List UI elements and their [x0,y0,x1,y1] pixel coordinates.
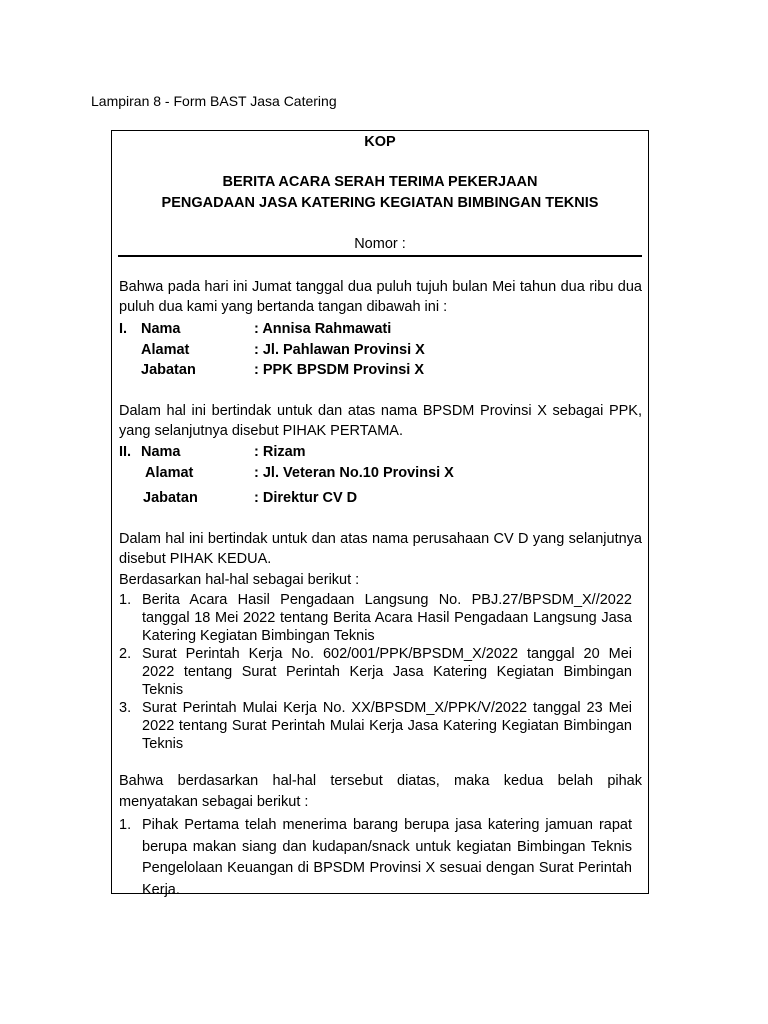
party1-position-value: : PPK BPSDM Provinsi X [254,362,425,378]
party2-address-value: : Jl. Veteran No.10 Provinsi X [254,465,454,481]
party1-name-row [119,320,642,338]
party1-name-label: Nama [141,321,181,337]
list-item-number: 1. [119,817,132,833]
party1-address-row [119,341,642,359]
party2-name-value: : Rizam [254,444,306,460]
party2-name-label: Nama [141,444,181,460]
list-item-text: Berita Acara Hasil Pengadaan Langsung No. PBJ.27/BPSDM_X//2022 tanggal 18 Mei 2022 tentang Berita Acara Hasil Pengadaan Langsung Jasa Katering Kegiatan Bimbingan Teknis [142,592,632,644]
list-item-number: 3. [119,700,132,716]
title-divider [118,255,642,257]
attachment-label: Lampiran 8 - Form BAST Jasa Catering [91,93,337,109]
party2-address-row [119,464,642,482]
party1-position-label: Jabatan [141,362,196,378]
party1-statement: Dalam hal ini bertindak untuk dan atas nama BPSDM Provinsi X sebagai PPK, yang selanjutnya disebut PIHAK PERTAMA. [119,403,642,439]
party1-address-label: Alamat [141,342,190,358]
conclusion-paragraph: Bahwa berdasarkan hal-hal tersebut diatas, maka kedua belah pihak menyatakan sebagai berikut : [119,773,642,810]
letterhead-placeholder: KOP [364,134,396,150]
basis-heading: Berdasarkan hal-hal sebagai berikut : [119,572,360,588]
list-item-number: 1. [119,592,132,608]
party2-name-row [119,443,642,461]
list-item-text: Surat Perintah Mulai Kerja No. XX/BPSDM_X/PPK/V/2022 tanggal 23 Mei 2022 tentang Surat Perintah Mulai Kerja Jasa Katering Kegiatan Bimbingan Teknis [142,700,632,752]
party2-statement: Dalam hal ini bertindak untuk dan atas nama perusahaan CV D yang selanjutnya disebut PIHAK KEDUA. [119,531,642,567]
party1-name-value: : Annisa Rahmawati [254,321,392,337]
document-frame [111,130,649,898]
list-item-number: 2. [119,646,132,662]
party1-position-row [119,361,642,379]
party2-number: II. [119,444,132,460]
document-title-line-1: BERITA ACARA SERAH TERIMA PEKERJAAN [222,174,538,190]
document-title-line-2: PENGADAAN JASA KATERING KEGIATAN BIMBINGAN TEKNIS [161,195,599,211]
party2-address-label: Alamat [145,465,194,481]
intro-paragraph: Bahwa pada hari ini Jumat tanggal dua puluh tujuh bulan Mei tahun dua ribu dua puluh dua kami yang bertanda tangan dibawah ini : [119,279,642,315]
list-item-text: Pihak Pertama telah menerima barang berupa jasa katering jamuan rapat berupa makan siang dan kudapan/snack untuk kegiatan Bimbingan Teknis Pengelolaan Keuangan di BPSDM Provinsi X sesuai dengan Surat Perintah Kerja. [142,817,632,898]
list-item-text: Surat Perintah Kerja No. 602/001/PPK/BPSDM_X/2022 tanggal 20 Mei 2022 tentang Surat Perintah Kerja Jasa Katering Kegiatan Bimbingan Teknis [142,646,632,698]
document-number: Nomor : [354,236,406,252]
party1-number: I. [119,321,128,337]
party1-address-value: : Jl. Pahlawan Provinsi X [254,342,425,358]
party2-position-value: : Direktur CV D [254,490,358,506]
party2-position-label: Jabatan [143,490,198,506]
party2-position-row [119,489,642,507]
